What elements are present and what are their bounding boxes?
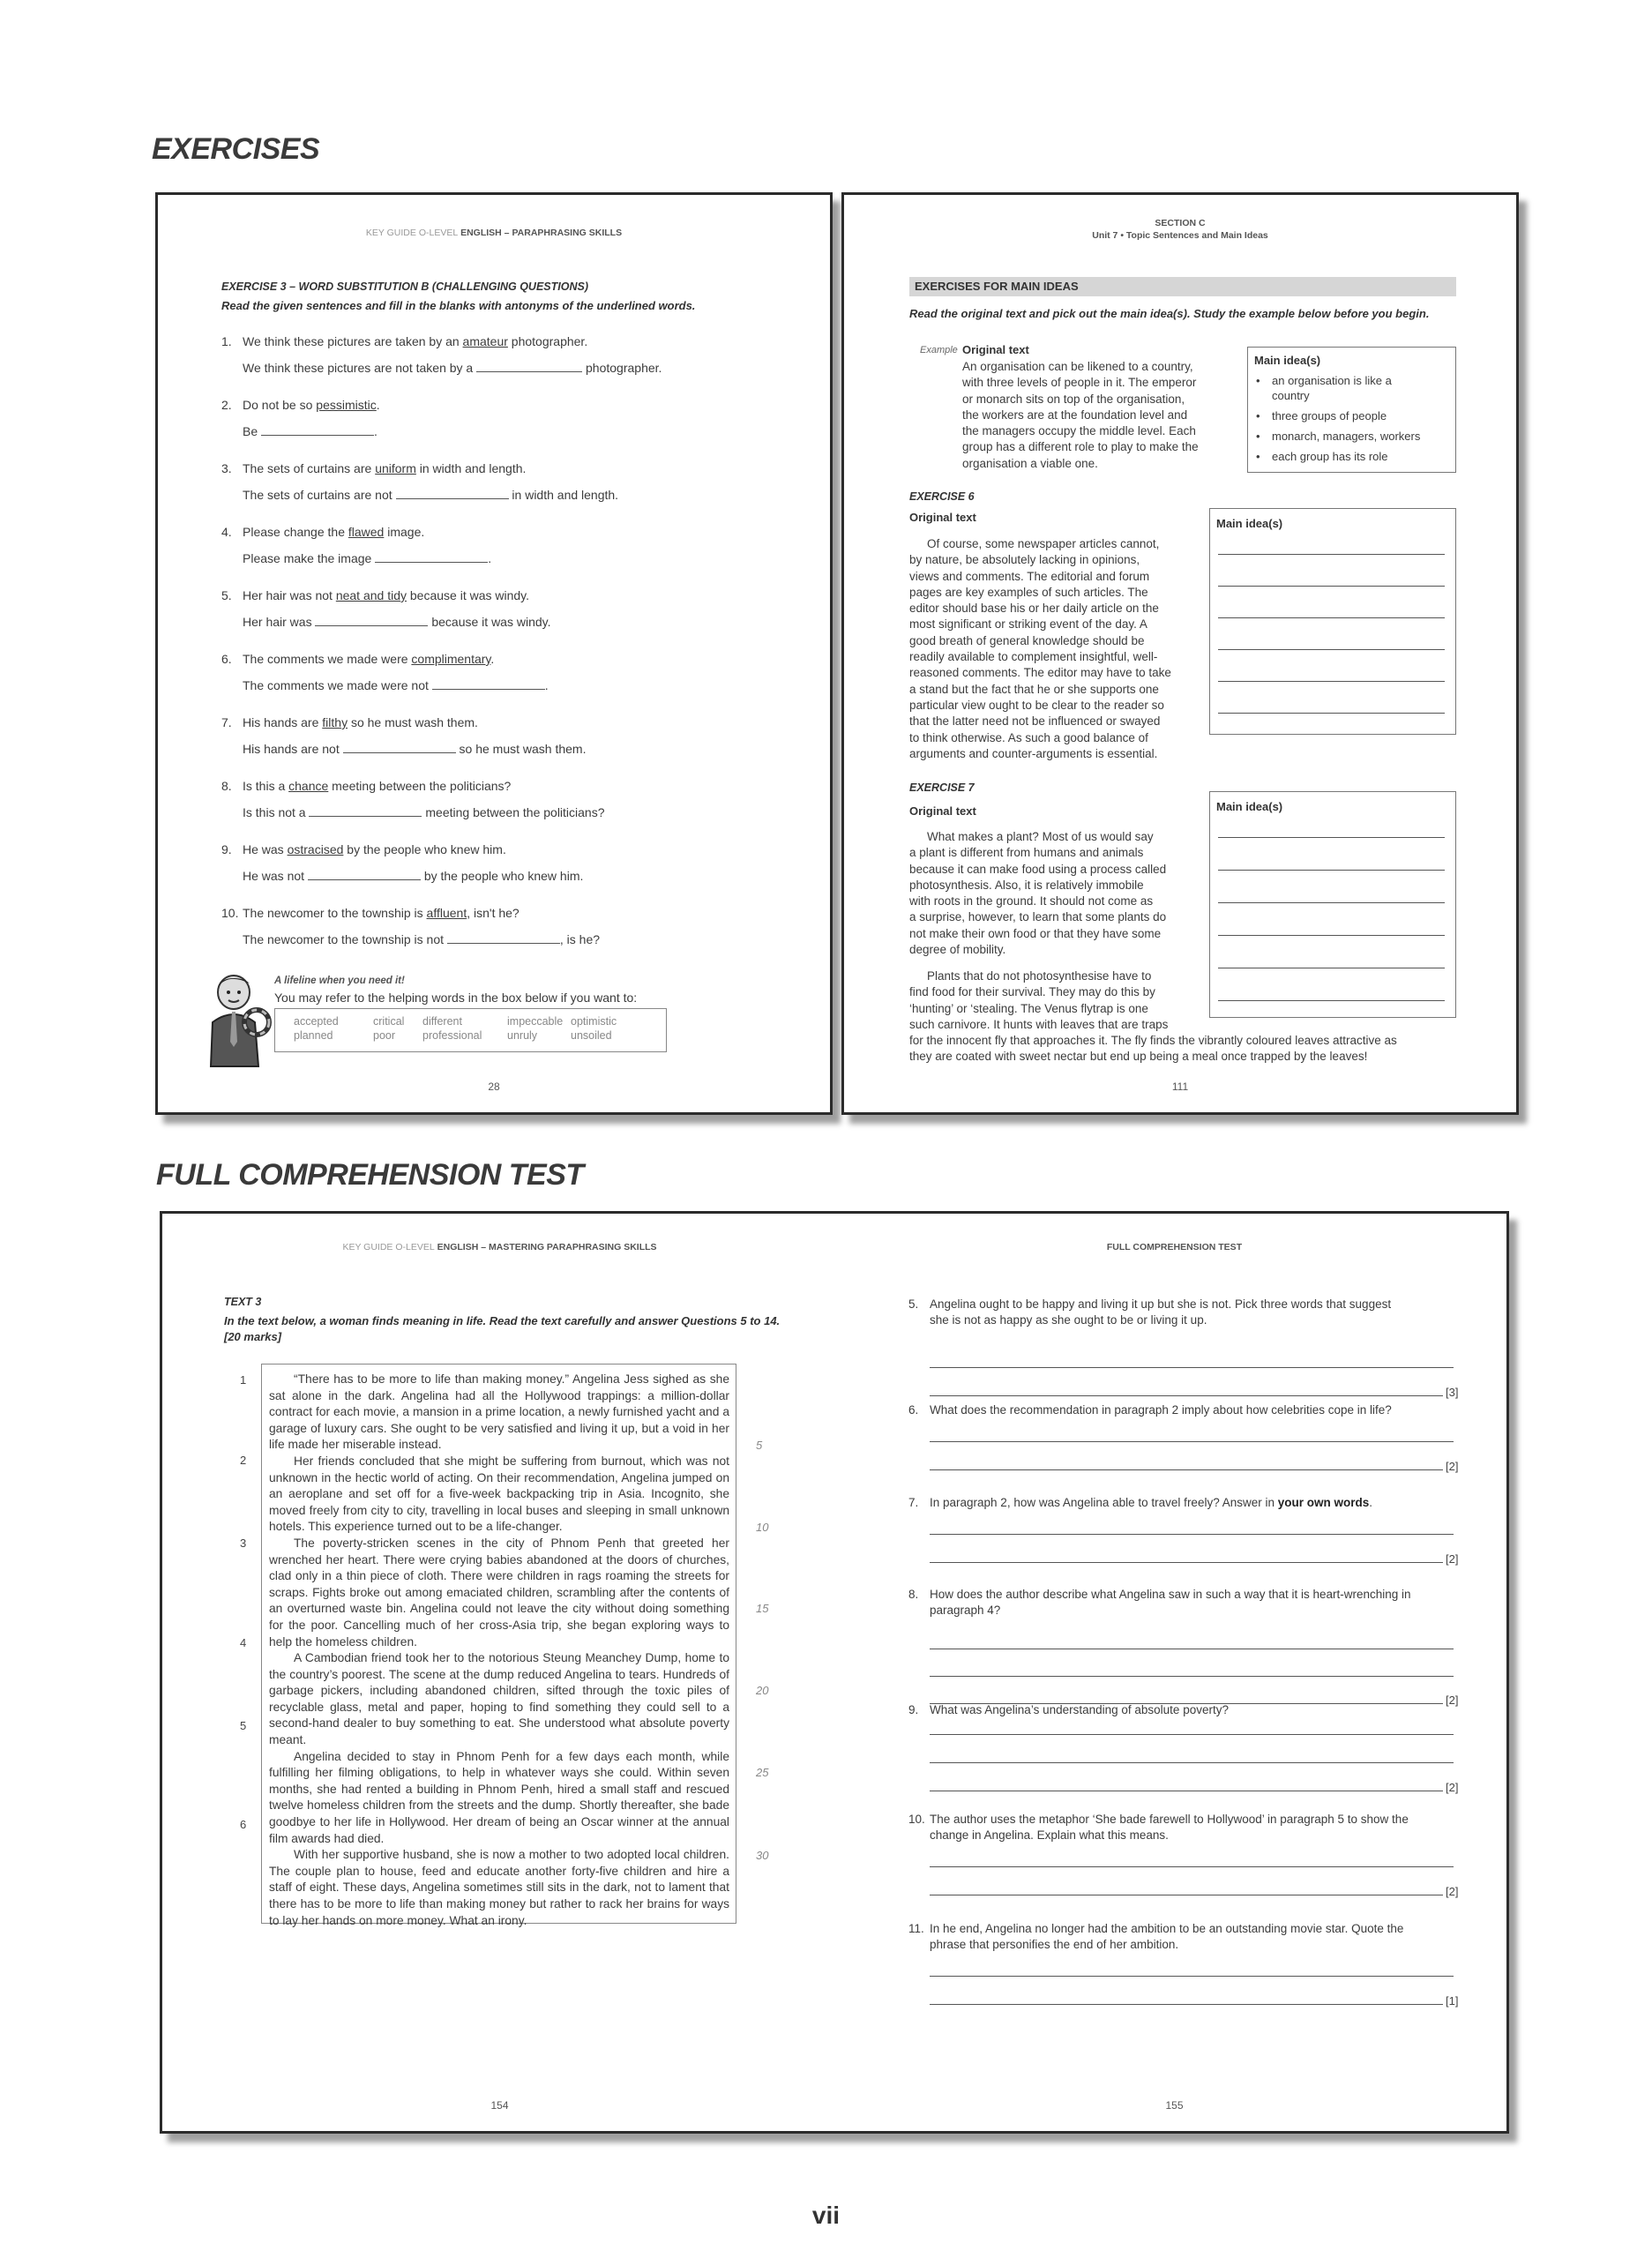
marks: [2]	[1446, 1694, 1459, 1707]
underlined-word: flawed	[348, 525, 385, 539]
spread-154-155	[160, 1211, 1509, 2134]
marks: [3]	[1446, 1386, 1459, 1399]
sentence-text: because it was windy.	[407, 588, 530, 602]
answer-text: .	[488, 551, 492, 565]
question-sentence	[221, 778, 511, 794]
exercise-6-main-ideas-label: Main idea(s)	[1216, 517, 1283, 530]
line-number: 5	[756, 1439, 763, 1452]
answer-blank[interactable]	[396, 488, 509, 499]
text-line: arguments and counter-arguments is essential.	[909, 746, 1158, 760]
answer-blank[interactable]	[343, 742, 456, 753]
text-line: they are coated with sweet nectar but end up being a meal once trapped by the leaves!	[909, 1050, 1368, 1064]
marks: [2]	[1446, 1781, 1459, 1794]
question-sentence	[221, 905, 520, 921]
question-number: 5.	[221, 588, 232, 602]
underlined-word: chance	[288, 779, 329, 793]
sentence-text: He was	[243, 842, 288, 856]
running-header-section: SECTION C	[1155, 218, 1206, 228]
banner: EXERCISES FOR MAIN IDEAS	[909, 277, 1456, 296]
helping-word: unruly	[507, 1029, 538, 1042]
question-text-span: In he end, Angelina no longer had the ambition to be an outstanding movie star. Quote the	[930, 1922, 1404, 1935]
answer-text: His hands are not	[243, 742, 343, 756]
answer-sentence	[243, 360, 662, 376]
line-number: 30	[756, 1849, 769, 1862]
text-line: that the latter need not be influenced or swayed	[909, 714, 1161, 729]
instruction: Read the original text and pick out the main idea(s). Study the example below before you begin.	[909, 307, 1430, 320]
answer-sentence	[243, 741, 586, 757]
answer-text: meeting between the politicians?	[422, 805, 605, 819]
answer-line	[1218, 837, 1445, 838]
page-number-154: 154	[490, 2099, 509, 2112]
answer-text: Be	[243, 424, 262, 438]
answer-text: .	[374, 424, 377, 438]
passage-text	[269, 1372, 729, 1929]
helping-word: professional	[422, 1029, 482, 1042]
answer-line[interactable]	[930, 1762, 1454, 1763]
question-sentence	[221, 587, 529, 603]
exercise-title: EXERCISE 3 – WORD SUBSTITUTION B (CHALLENGING QUESTIONS)	[221, 280, 588, 293]
answer-sentence	[243, 550, 491, 566]
question-sentence	[221, 524, 424, 540]
answer-line	[1218, 1000, 1445, 1001]
answer-text: by the people who knew him.	[420, 869, 584, 883]
text-line: or monarch sits on top of the organisation,	[962, 392, 1185, 406]
answer-line[interactable]	[930, 1469, 1443, 1470]
answer-line	[1218, 586, 1445, 587]
lifeline-text: You may refer to the helping words in the box below if you want to:	[274, 991, 638, 1005]
sentence-text: by the people who knew him.	[343, 842, 506, 856]
answer-text: The sets of curtains are not	[243, 488, 396, 502]
paragraph-number: 5	[240, 1719, 247, 1732]
text-instruction: In the text below, a woman finds meaning in life. Read the text carefully and answer Questions 5 to 14. [20 marks]	[224, 1314, 781, 1343]
sentence-text: The sets of curtains are	[243, 461, 376, 475]
answer-line	[1218, 554, 1445, 555]
text-line: the managers occupy the middle level. Each	[962, 424, 1196, 438]
sentence-text: image.	[384, 525, 425, 539]
answer-text: Please make the image	[243, 551, 376, 565]
exercise-instruction: Read the given sentences and fill in the blanks with antonyms of the underlined words.	[221, 299, 696, 312]
marks: [2]	[1446, 1460, 1459, 1473]
paragraph-number: 1	[240, 1373, 247, 1387]
sentence-text: , isn't he?	[467, 906, 520, 920]
text-line: a surprise, however, to learn that some plants do	[909, 910, 1167, 924]
question-number: 9.	[908, 1703, 919, 1716]
question-number: 6.	[221, 652, 232, 666]
example-main-ideas-label: Main idea(s)	[1254, 354, 1321, 367]
text-line: most significant or striking event of the day. A	[909, 617, 1147, 632]
sentence-text: photographer.	[507, 334, 588, 348]
question-number: 10.	[221, 906, 239, 920]
example-label: Example	[920, 345, 958, 355]
paragraph-number: 2	[240, 1454, 247, 1467]
page-111	[841, 192, 1519, 1115]
answer-sentence	[243, 868, 583, 884]
question-number: 10.	[908, 1813, 925, 1826]
bullet: •	[1256, 450, 1260, 463]
answer-line[interactable]	[930, 1676, 1454, 1677]
answer-line	[1218, 902, 1445, 903]
text-line: readily available to complement insightful, well-	[909, 650, 1158, 664]
running-header-155: FULL COMPREHENSION TEST	[1106, 1242, 1243, 1252]
helping-word: impeccable	[507, 1015, 564, 1028]
answer-text: photographer.	[582, 361, 662, 375]
underlined-word: uniform	[375, 461, 416, 475]
bullet: •	[1256, 374, 1260, 387]
exercise-7-title: EXERCISE 7	[909, 781, 975, 794]
passage-paragraph: A Cambodian friend took her to the notorious Steung Meanchey Dump, home to the country’s poorest. The scene at the dump reduced Angelina to tears. Hundreds of garbage pickers, including abandoned children, sifted through the toxic piles of recyclable glass, metal and paper, hoping to find something they could sell to a second-hand dealer to buy something to eat. She understood what absolute poverty meant.	[269, 1651, 729, 1747]
underlined-word: filthy	[322, 715, 348, 729]
answer-blank[interactable]	[261, 424, 374, 436]
question-number: 3.	[221, 461, 232, 475]
text-line: good breath of general knowledge should be	[909, 633, 1145, 647]
emphasis-text: your own words	[1277, 1496, 1370, 1509]
text-line: find food for their survival. They may do this by	[909, 985, 1155, 999]
folio-page-number: vii	[811, 2202, 841, 2229]
page-number: 111	[1171, 1080, 1189, 1093]
question-number: 11.	[908, 1922, 924, 1935]
underlined-word: complimentary	[411, 652, 491, 666]
text-line: pages are key examples of such articles. The	[909, 585, 1148, 599]
answer-line[interactable]	[930, 2004, 1443, 2005]
page-28	[155, 192, 833, 1115]
answer-line[interactable]	[930, 1562, 1443, 1563]
text-line: degree of mobility.	[909, 943, 1006, 957]
marks: [1]	[1446, 1994, 1459, 2008]
line-number: 25	[756, 1766, 769, 1779]
exercise-6-main-ideas-box	[1209, 508, 1456, 735]
answer-sentence	[243, 677, 549, 693]
answer-text: The comments we made were not	[243, 678, 432, 692]
answer-line[interactable]	[930, 1534, 1454, 1535]
answer-sentence	[243, 614, 551, 630]
text-line: particular view ought to be clear to the reader so	[909, 698, 1164, 712]
question-number: 9.	[221, 842, 232, 856]
lifeline-title: A lifeline when you need it!	[274, 976, 405, 986]
sentence-text: Please change the	[243, 525, 348, 539]
paragraph-number: 3	[240, 1536, 247, 1550]
question-text-span: What was Angelina’s understanding of absolute poverty?	[930, 1703, 1229, 1716]
helping-word: different	[422, 1015, 462, 1028]
sentence-text: His hands are	[243, 715, 323, 729]
cartoon-man-illustration	[193, 971, 281, 1077]
text-line: a stand but the fact that he or she supports one	[909, 682, 1159, 696]
exercise-6-title: EXERCISE 6	[909, 490, 975, 503]
question-text-span: phrase that personifies the end of her ambition.	[930, 1938, 1179, 1951]
line-number: 10	[756, 1521, 769, 1534]
underlined-word: affluent	[426, 906, 467, 920]
sentence-text: The newcomer to the township is	[243, 906, 427, 920]
marks: [2]	[1446, 1552, 1459, 1566]
sentence-text: so he must wash them.	[348, 715, 478, 729]
text-line: with roots in the ground. It should not come as	[909, 894, 1154, 908]
question-text	[930, 1312, 1207, 1328]
question-text-span: change in Angelina. Explain what this means.	[930, 1828, 1169, 1842]
paragraph-number: 4	[240, 1636, 247, 1649]
main-idea-text: monarch, managers, workers	[1272, 430, 1421, 443]
sentence-text: Is this a	[243, 779, 289, 793]
sentence-text: .	[376, 398, 380, 412]
running-header-154: KEY GUIDE O-LEVEL ENGLISH – MASTERING PARAPHRASING SKILLS	[342, 1242, 657, 1252]
question-number: 8.	[221, 779, 232, 793]
question-text-span: The author uses the metaphor ‘She bade farewell to Hollywood’ in paragraph 5 to show the	[930, 1813, 1409, 1826]
question-text-span: paragraph 4?	[930, 1604, 1001, 1617]
answer-text: , is he?	[559, 932, 601, 946]
question-text-span: What does the recommendation in paragraph 2 imply about how celebrities cope in life?	[930, 1403, 1392, 1417]
question-sentence	[221, 651, 494, 667]
text-line: ‘hunting’ or ‘stealing. The Venus flytrap is one	[909, 1001, 1148, 1015]
line-number: 20	[756, 1684, 769, 1697]
answer-text: We think these pictures are not taken by a	[243, 361, 477, 375]
question-text-span: Angelina ought to be happy and living it up but she is not. Pick three words that suggest	[930, 1297, 1392, 1311]
exercise-7-text	[909, 829, 1209, 958]
helping-word: poor	[373, 1029, 396, 1042]
helping-word: critical	[373, 1015, 405, 1028]
underlined-word: amateur	[462, 334, 508, 348]
page-number: 28	[488, 1080, 500, 1093]
exercise-7-original-label: Original text	[909, 804, 976, 818]
text-line: such carnivore. It hunts with leaves that are traps	[909, 1017, 1169, 1031]
line-number: 15	[756, 1602, 769, 1615]
sentence-text: The comments we made were	[243, 652, 412, 666]
answer-blank[interactable]	[432, 678, 545, 690]
text-line: by nature, be absolutely lacking in opinions,	[909, 553, 1140, 567]
answer-text: Her hair was	[243, 615, 316, 629]
underlined-word: pessimistic	[316, 398, 377, 412]
sentence-text: Her hair was not	[243, 588, 336, 602]
text-line: An organisation can be likened to a country,	[962, 360, 1193, 373]
answer-blank[interactable]	[308, 869, 421, 880]
answer-text: .	[544, 678, 549, 692]
question-sentence	[221, 714, 478, 730]
exercise-6-original-label: Original text	[909, 511, 976, 524]
text-line: Of course, some newspaper articles cannot,	[927, 537, 1160, 550]
question-text	[930, 1921, 1403, 1937]
bullet: •	[1256, 430, 1260, 443]
question-sentence	[221, 841, 506, 857]
answer-blank[interactable]	[476, 361, 582, 372]
running-header-unit: Unit 7 • Topic Sentences and Main Ideas	[1092, 230, 1268, 241]
answer-line[interactable]	[930, 1441, 1454, 1442]
running-header: KEY GUIDE O-LEVEL ENGLISH – PARAPHRASING SKILLS	[365, 228, 623, 238]
answer-sentence	[243, 487, 618, 503]
answer-blank[interactable]	[447, 932, 560, 944]
answer-blank[interactable]	[375, 551, 488, 563]
answer-line[interactable]	[930, 1734, 1454, 1735]
main-idea-text: three groups of people	[1272, 409, 1387, 422]
question-text	[930, 1495, 1372, 1511]
page-number-155: 155	[1165, 2099, 1184, 2112]
answer-line	[1218, 649, 1445, 650]
sentence-text: Do not be so	[243, 398, 317, 412]
helping-word: optimistic	[571, 1015, 617, 1028]
helping-word: planned	[294, 1029, 333, 1042]
passage-paragraph: Her friends concluded that she might be suffering from burnout, which was not unknown in the hectic world of acting. On their recommendation, Angelina jumped on an aeroplane and set off for a five-week backpacking trip in Asia. Incognito, she moved freely from city to city, travelling in local buses and sleeping in small unknown hotels. This experience turned out to be a life-changer.	[269, 1454, 729, 1534]
question-text	[930, 1402, 1392, 1418]
answer-line	[1218, 870, 1445, 871]
question-number: 7.	[221, 715, 232, 729]
question-sentence	[221, 397, 380, 413]
question-number: 8.	[908, 1588, 919, 1601]
question-number: 4.	[221, 525, 232, 539]
passage-paragraph: “There has to be more to life than making money.” Angelina Jess sighed as she sat alone in the dark. Angelina had all the Hollywood trappings: a million-dollar contract for each movie, a mansion in a prime location, a newly furnished yacht and a garage of luxury cars. She ought to be very satisfied and living it up, but a void in her life made her miserable instead.	[269, 1372, 729, 1452]
question-text	[930, 1297, 1391, 1312]
helping-word: unsoiled	[571, 1029, 612, 1042]
bullet: •	[1256, 409, 1260, 422]
answer-text: The newcomer to the township is not	[243, 932, 447, 946]
exercise-7-main-ideas-box	[1209, 791, 1456, 1018]
answer-sentence	[243, 931, 600, 947]
question-text	[930, 1587, 1411, 1603]
text-line: not make their own food or that they have some	[909, 926, 1162, 940]
answer-line[interactable]	[930, 1367, 1454, 1368]
question-number: 7.	[908, 1496, 919, 1509]
sentence-text: .	[490, 652, 495, 666]
question-number: 2.	[221, 398, 232, 412]
question-text	[930, 1812, 1409, 1828]
question-text-span: In paragraph 2, how was Angelina able to travel freely? Answer in	[930, 1496, 1278, 1509]
question-number: 5.	[908, 1297, 919, 1311]
text-line: photosynthesis. Also, it is relatively immobile	[909, 878, 1144, 892]
answer-line	[1218, 935, 1445, 936]
paragraph-number: 6	[240, 1818, 247, 1831]
text-line: Plants that do not photosynthesise have to	[927, 969, 1152, 983]
answer-blank[interactable]	[315, 615, 428, 626]
text-line: What makes a plant? Most of us would say	[927, 830, 1154, 843]
passage-paragraph: The poverty-stricken scenes in the city of Phnom Penh that greeted her wrenched her heart. There were crying babies abandoned at the doors of churches, clad only in a thin piece of cloth. There were children in rags roaming the streets for scraps. Fights broke out among emaciated children, scrambling after the contents of an overturned waste bin. Angelina could not leave the city without doing something for the poor. Cancelling much of her cross-Asia trip, she began exploring ways to help the homeless children.	[269, 1536, 729, 1649]
main-idea-text: each group has its role	[1272, 450, 1388, 463]
answer-text: Is this not a	[243, 805, 310, 819]
full-test-heading: FULL COMPREHENSION TEST	[156, 1158, 584, 1192]
text-line: because it can make food using a process called	[909, 862, 1167, 876]
answer-text: in width and length.	[508, 488, 619, 502]
underlined-word: ostracised	[287, 842, 344, 856]
answer-text: He was not	[243, 869, 308, 883]
text-line: a plant is different from humans and animals	[909, 846, 1144, 860]
text-line: for the innocent fly that approaches it. The fly finds the vibrantly coloured leaves attractive as	[909, 1034, 1397, 1048]
question-text-span: .	[1369, 1496, 1373, 1509]
question-text	[930, 1937, 1178, 1953]
answer-text: because it was windy.	[428, 615, 551, 629]
sentence-text: in width and length.	[415, 461, 527, 475]
answer-text: so he must wash them.	[455, 742, 587, 756]
underlined-word: neat and tidy	[335, 588, 407, 602]
passage-paragraph: With her supportive husband, she is now a mother to two adopted local children. The couple plan to house, feed and educate another forty-five children and hire a staff of eight. These days, Angelina sometimes still sits in the dark, not to lament that there has to be more to life than making money but rather to rack her brains for ways to lay her hands on more money. What an irony.	[269, 1848, 729, 1927]
answer-line[interactable]	[930, 1976, 1454, 1977]
text-line: with three levels of people in it. The emperor	[962, 376, 1197, 390]
text-line: the workers are at the foundation level and	[962, 407, 1188, 422]
question-text	[930, 1603, 1000, 1619]
text-line: to think otherwise. As such a good balance of	[909, 730, 1148, 744]
text-line: organisation a viable one.	[962, 456, 1098, 470]
answer-line[interactable]	[930, 1395, 1443, 1396]
sentence-text: meeting between the politicians?	[328, 779, 512, 793]
main-idea-text: an organisation is like a	[1272, 374, 1392, 387]
text-line: reasoned comments. The editor may have to take	[909, 666, 1171, 680]
exercise-6-text	[909, 536, 1209, 762]
answer-sentence	[243, 804, 605, 820]
text-line: editor should base his or her daily article on the	[909, 602, 1159, 616]
question-sentence	[221, 460, 526, 476]
example-text	[962, 359, 1218, 472]
answer-blank[interactable]	[309, 805, 422, 817]
exercises-heading: EXERCISES	[152, 132, 320, 166]
answer-line[interactable]	[930, 1866, 1454, 1867]
question-text	[930, 1702, 1229, 1718]
main-idea-text: country	[1272, 389, 1310, 402]
question-number: 1.	[221, 334, 232, 348]
question-number: 6.	[908, 1403, 919, 1417]
marks: [2]	[1446, 1885, 1459, 1898]
answer-line	[1218, 713, 1445, 714]
question-text-span: How does the author describe what Angelina saw in such a way that it is heart-wrenching in	[930, 1588, 1411, 1601]
answer-line	[1218, 617, 1445, 618]
sentence-text: We think these pictures are taken by an	[243, 334, 463, 348]
question-sentence	[221, 333, 587, 349]
text-line: group has a different role to play to make the	[962, 440, 1199, 454]
answer-line	[1218, 681, 1445, 682]
example-original-label: Original text	[962, 343, 1029, 356]
helping-word: accepted	[294, 1015, 339, 1028]
question-text	[930, 1828, 1169, 1843]
exercise-7-main-ideas-label: Main idea(s)	[1216, 800, 1283, 813]
passage-paragraph: Angelina decided to stay in Phnom Penh for a few days each month, while fulfilling her filming obligations, to help in whatever ways she could. Within seven months, she had rented a building in Phnom Penh, hired a small staff and rescued twelve homeless children from the streets and the dump. Shortly thereafter, she bade goodbye to her life in Hollywood. Her dream of being an Oscar winner at the annual film awards had died.	[269, 1749, 729, 1845]
answer-sentence	[243, 423, 377, 439]
text-line: views and comments. The editorial and forum	[909, 569, 1150, 583]
question-text-span: she is not as happy as she ought to be or living it up.	[930, 1313, 1207, 1327]
text-label: TEXT 3	[224, 1296, 262, 1308]
